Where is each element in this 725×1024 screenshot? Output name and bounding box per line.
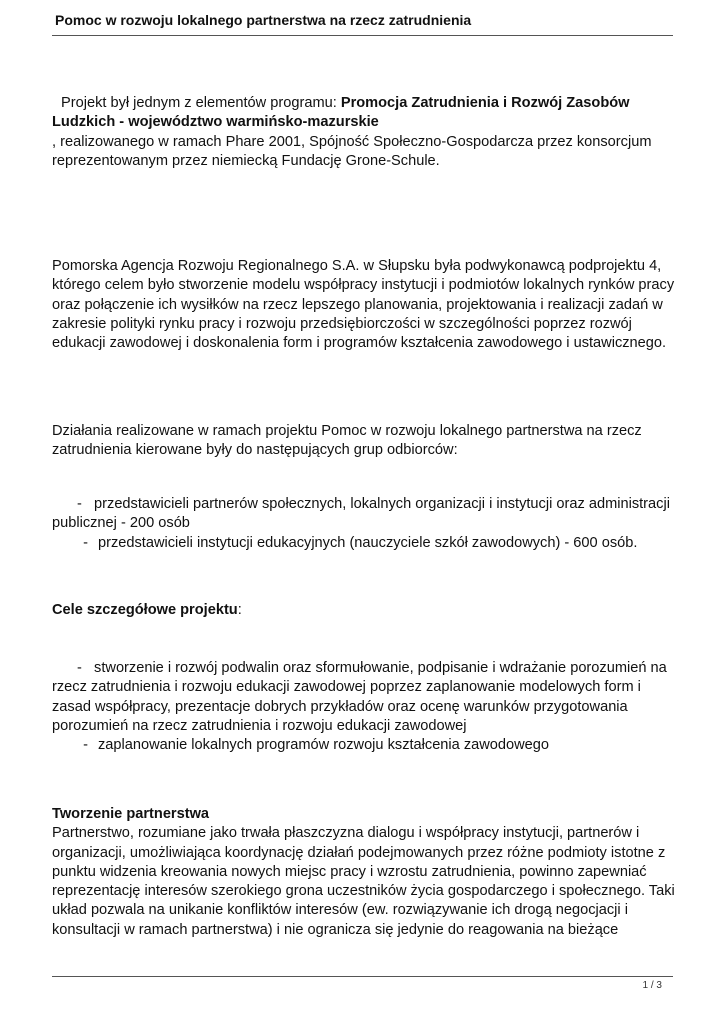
- footer-divider: [52, 976, 673, 977]
- actions-text: Działania realizowane w ramach projektu Pomoc w rozwoju lokalnego partnerstwa na rzecz zatrudnienia kierowane były do następujących grup odbiorców:: [52, 423, 642, 459]
- partnership-section: [52, 805, 677, 940]
- partnership-text: Partnerstwo, rozumiane jako trwała płaszczyzna dialogu i współpracy instytucji, partnerów i organizacji, umożliwiająca koordynację działań podejmowanych przez różne podmioty istotne z punktu widzenia kreowania nowych miejsc pracy i wzrostu zatrudnienia, powinno zapewniać reprezentację interesów szerokiego grona uczestników życia gospodarczego i społecznego. Taki układ pozwala na unikanie konfliktów interesów (ew. rozwiązywanie ich drogą negocjacji i konsultacji w ramach partnerstwa) i nie ogranicza się jedynie do reagowania na bieżące: [52, 825, 675, 938]
- list-item: [52, 495, 677, 534]
- agency-paragraph: [52, 257, 677, 353]
- intro-prefix: Projekt był jednym z elementów programu:: [61, 95, 341, 111]
- list-item-text: zaplanowanie lokalnych programów rozwoju kształcenia zawodowego: [98, 737, 550, 754]
- list-item: [52, 736, 677, 755]
- program-name: Promocja Zatrudnienia i Rozwój Zasobów Ludzkich - województwo warmińsko-mazurskie: [52, 95, 630, 131]
- intro-paragraph: [52, 94, 677, 171]
- list-dash: -: [83, 534, 88, 551]
- actions-paragraph: [52, 422, 677, 461]
- partnership-heading: Tworzenie partnerstwa: [52, 806, 210, 822]
- list-dash: -: [83, 737, 88, 754]
- goals-heading-colon: :: [237, 602, 242, 618]
- agency-text: Pomorska Agencja Rozwoju Regionalnego S.A. w Słupsku była podwykonawcą podprojektu 4, którego celem było stworzenie modelu współpracy instytucji i podmiotów lokalnych rynków pracy oraz połączenie ich wysiłków na rzecz lepszego planowania, projektowania i realizacji zadań w zakresie polityki rynku pracy i rozwoju przedsiębiorczości w szczególności poprzez rozwój edukacji zawodowej i doskonalenia form i programów kształcenia zawodowego i ustawicznego.: [52, 258, 675, 352]
- list-item: [52, 659, 677, 736]
- list-item-text: przedstawicieli partnerów społecznych, lokalnych organizacji i instytucji oraz administracji publicznej - 200 osób: [52, 496, 670, 532]
- list-dash: -: [77, 496, 82, 512]
- header-divider: [52, 35, 673, 36]
- intro-suffix: , realizowanego w ramach Phare 2001, Spójność Społeczno-Gospodarcza przez konsorcjum reprezentowanym przez niemiecką Fundację Grone-Schule.: [52, 133, 652, 169]
- recipients-list: [52, 495, 677, 553]
- document-title: Pomoc w rozwoju lokalnego partnerstwa na rzecz zatrudnienia: [55, 12, 472, 28]
- page-number: 1 / 3: [642, 980, 662, 991]
- goals-heading: [52, 601, 677, 620]
- goals-list: [52, 659, 677, 755]
- goals-heading-text: Cele szczegółowe projektu: [52, 602, 238, 618]
- list-item-text: stworzenie i rozwój podwalin oraz sformułowanie, podpisanie i wdrażanie porozumień na rzecz zatrudnienia i rozwoju edukacji zawodowej poprzez zaplanowanie modelowych form i zasad współpracy, prezentacje dobrych przykładów oraz ocenę warunków przygotowania porozumień na rzecz zatrudnienia i rozwoju edukacji zawodowej: [52, 660, 667, 734]
- list-item: [52, 534, 677, 553]
- list-item-text: przedstawicieli instytucji edukacyjnych (nauczyciele szkół zawodowych) - 600 osób.: [98, 534, 638, 551]
- list-dash: -: [77, 660, 82, 676]
